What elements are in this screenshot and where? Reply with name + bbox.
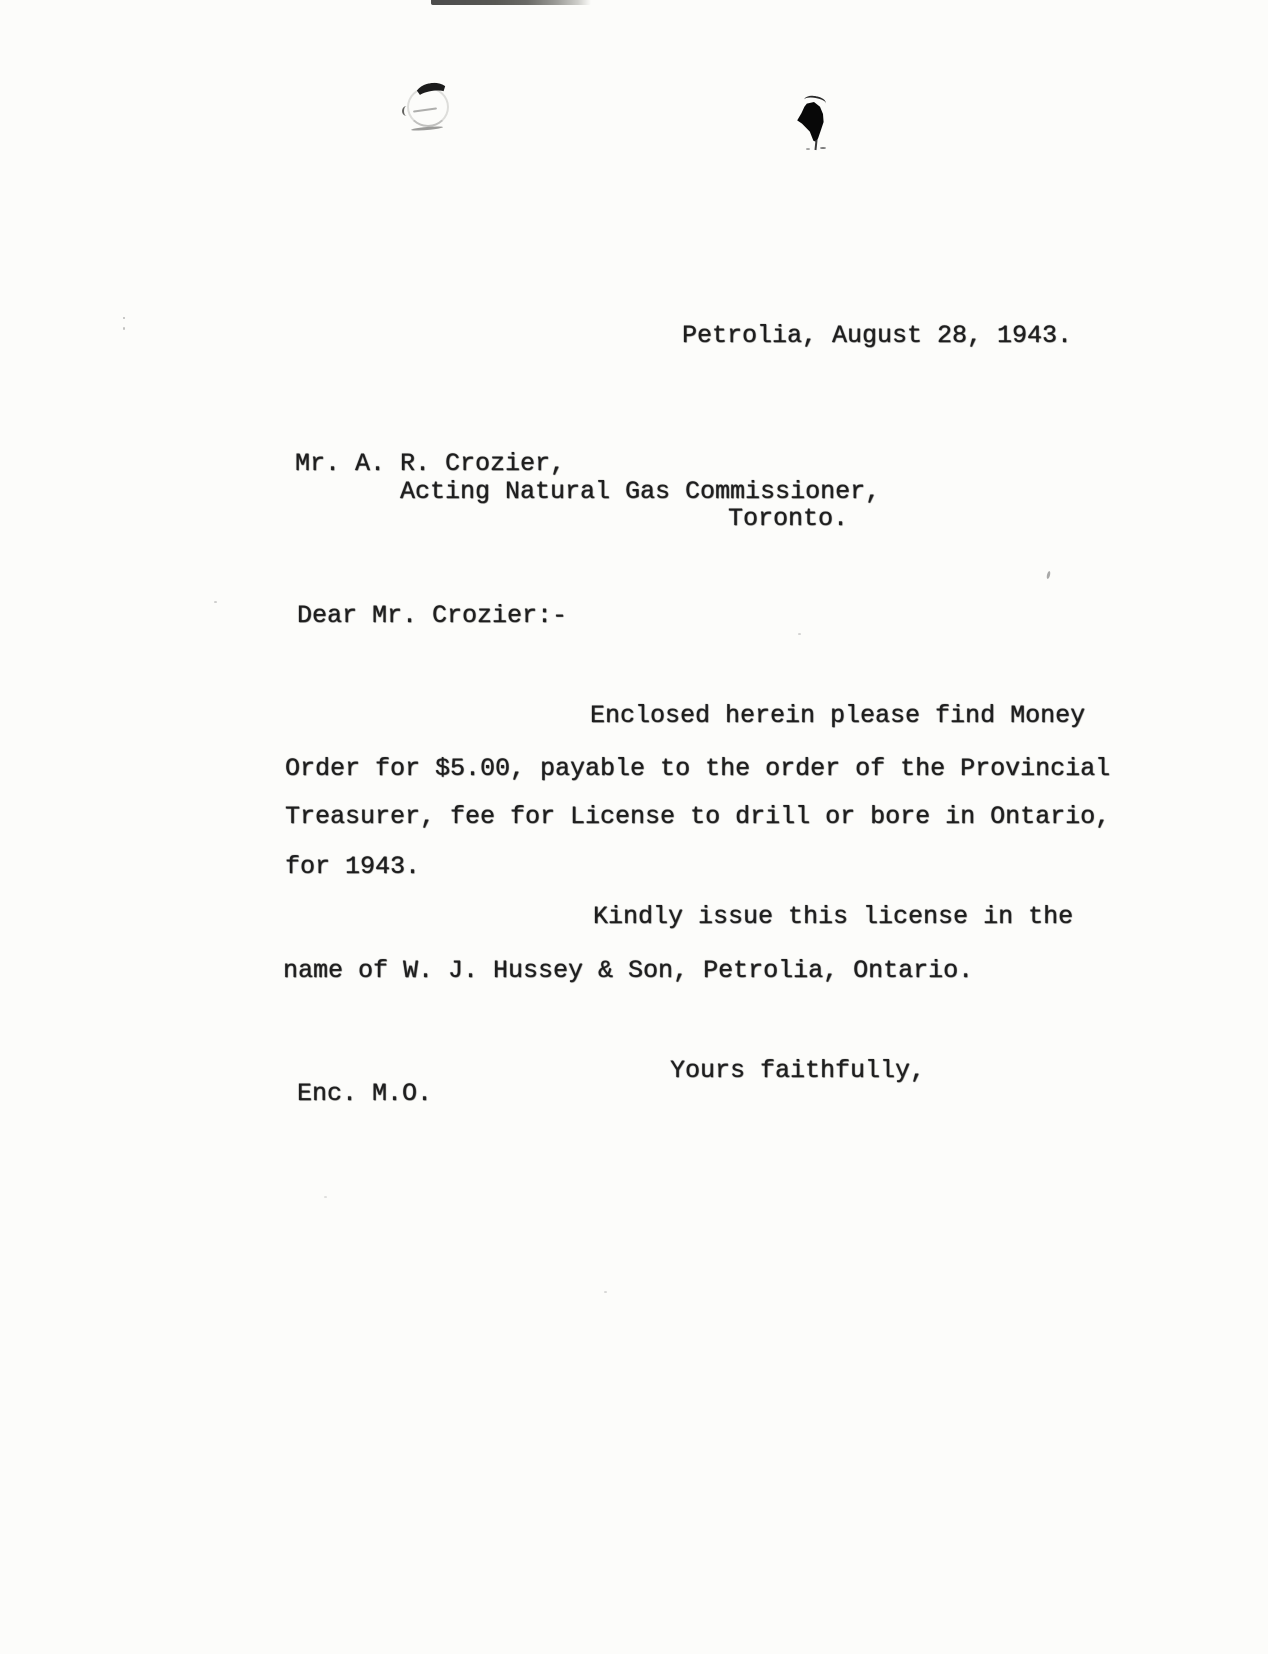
body-line: Treasurer, fee for License to drill or bore in Ontario, bbox=[285, 802, 1111, 831]
recipient-line-title: Acting Natural Gas Commissioner, bbox=[400, 477, 881, 506]
scan-speck bbox=[214, 601, 217, 603]
enclosure-note: Enc. M.O. bbox=[297, 1079, 433, 1108]
scan-speck bbox=[123, 317, 125, 319]
scan-speck bbox=[798, 633, 801, 635]
smudge-bottom-arc bbox=[411, 126, 443, 132]
salutation: Dear Mr. Crozier:- bbox=[297, 601, 568, 630]
scan-speck bbox=[324, 1196, 327, 1198]
body-line: Kindly issue this license in the bbox=[593, 902, 1074, 931]
ink-blot-tail bbox=[814, 140, 817, 150]
ink-speck bbox=[806, 148, 810, 150]
scan-speck bbox=[604, 1291, 607, 1293]
body-line: Enclosed herein please find Money bbox=[590, 701, 1086, 730]
ink-blot-body bbox=[796, 102, 826, 142]
ink-blot bbox=[794, 98, 828, 146]
hole-punch-smudge bbox=[404, 84, 451, 129]
closing: Yours faithfully, bbox=[670, 1056, 926, 1085]
dateline: Petrolia, August 28, 1943. bbox=[682, 321, 1073, 350]
scan-speck bbox=[123, 327, 125, 330]
scan-edge-artifact bbox=[431, 0, 591, 5]
recipient-line-city: Toronto. bbox=[728, 504, 849, 533]
smudge-left-tick bbox=[402, 106, 411, 116]
body-line: name of W. J. Hussey & Son, Petrolia, Ontario. bbox=[283, 956, 974, 985]
body-line: for 1943. bbox=[285, 852, 421, 881]
body-line: Order for $5.00, payable to the order of the Provincial bbox=[285, 754, 1111, 783]
scan-speck bbox=[1046, 571, 1051, 579]
ink-speck bbox=[820, 147, 826, 149]
recipient-line-name: Mr. A. R. Crozier, bbox=[295, 449, 566, 478]
